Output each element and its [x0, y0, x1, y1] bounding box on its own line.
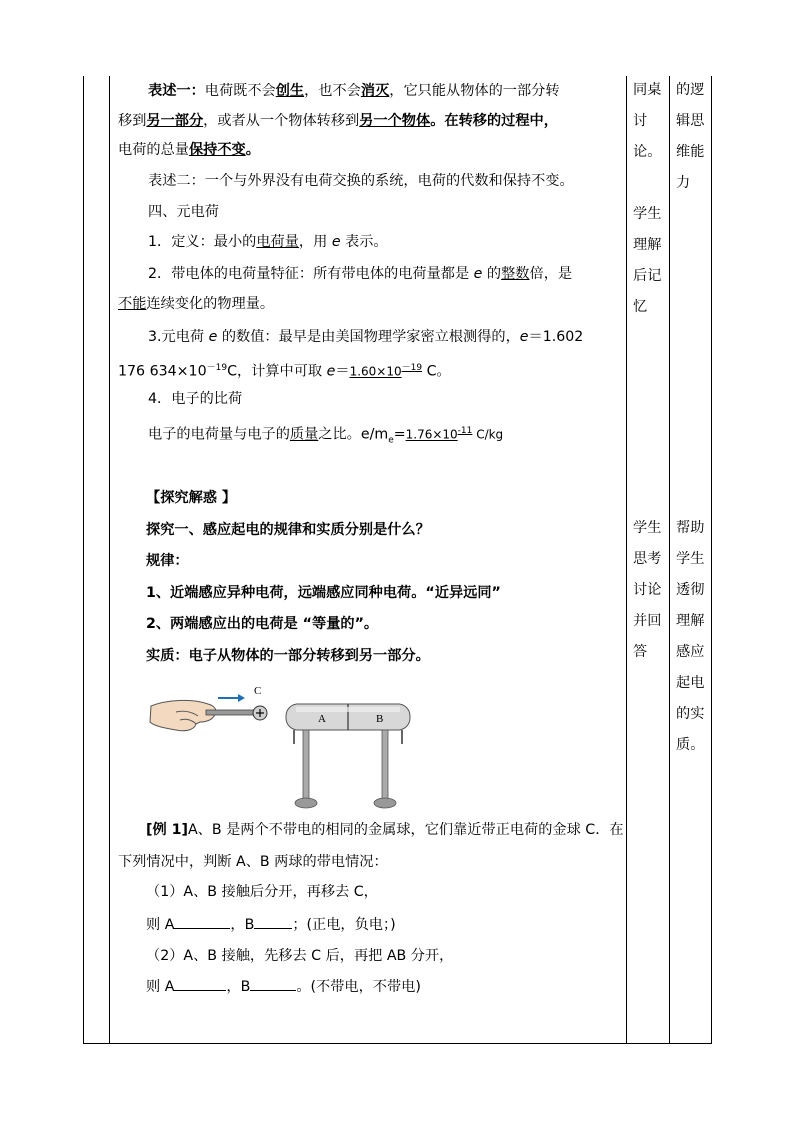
answer-blank[interactable]	[254, 914, 292, 929]
text: 电荷的总量	[118, 142, 189, 158]
cell-line: 讨	[633, 113, 648, 129]
text: 176 634×10	[118, 363, 207, 380]
text: ＝	[335, 363, 350, 380]
text: 3.元电荷	[148, 329, 209, 345]
label-c: C	[254, 686, 262, 697]
cell-line: 透彻	[676, 582, 705, 598]
answer-blank[interactable]	[174, 976, 226, 991]
table-border-col2	[626, 76, 627, 1044]
text: 。在转移的过程中，	[430, 113, 558, 129]
student-activity-1	[633, 75, 661, 323]
cell-line: 力	[676, 175, 691, 191]
text: ，用	[298, 234, 332, 250]
value: 1.76×10	[405, 427, 458, 442]
text: 电子的电荷量与电子的	[148, 426, 290, 443]
underlined-term: 另一个物体	[359, 113, 431, 129]
cell-line: 忆	[633, 299, 648, 315]
text: 则 A	[146, 979, 175, 995]
text: ，B	[226, 979, 251, 995]
value: 1.60×10	[349, 364, 402, 379]
text: ，也不会	[304, 83, 361, 99]
text: ；(正电，负电；)	[292, 917, 396, 933]
stand-right	[382, 730, 388, 800]
cell-line: 质。	[676, 737, 705, 753]
label-b: B	[376, 713, 384, 725]
text: ，或者从一个物体转移到	[203, 113, 360, 129]
table-border-col3	[669, 76, 670, 1044]
definition-2-line-1	[148, 264, 572, 284]
text: 的	[482, 266, 502, 282]
text: 移到	[118, 113, 147, 129]
induction-figure	[146, 686, 446, 811]
subscript: e	[388, 435, 394, 446]
cell-line: 感应	[676, 644, 705, 660]
text: ＝1.602	[528, 329, 584, 345]
cell-line: 帮助	[676, 520, 705, 536]
example-1-line-1	[146, 820, 624, 840]
unit: C/kg	[472, 427, 504, 442]
definition-1	[148, 232, 388, 252]
exponent: －19	[401, 363, 423, 373]
text: =	[393, 426, 406, 443]
cell-line: 的实	[676, 706, 705, 722]
rule-1: 1、近端感应异种电荷，远端感应同种电荷。“近异远同”	[146, 585, 501, 601]
cell-line: 起电	[676, 675, 705, 691]
symbol-e: e	[208, 329, 218, 345]
cell-line	[633, 168, 661, 199]
essence: 实质：电子从物体的一部分转移到另一部分。	[146, 648, 430, 664]
symbol-e: e	[473, 266, 483, 282]
table-border-col1	[109, 76, 110, 1044]
definition-2-line-2	[118, 294, 274, 314]
design-intent-1	[676, 75, 704, 199]
statement-1-line-1	[148, 81, 560, 101]
cell-line: 论。	[633, 144, 662, 160]
text: 倍，是	[529, 266, 573, 282]
statement-1-line-2	[118, 111, 558, 131]
text: 一个与外界没有电荷交换的系统，电荷的代数和保持不变。	[204, 173, 574, 189]
text: 。	[245, 142, 260, 158]
cell-line: 学生	[633, 520, 662, 536]
statement-1-label: 表述一：	[148, 83, 205, 99]
statement-1-line-3	[118, 140, 260, 160]
underlined-term: 整数	[501, 266, 530, 282]
section-4-heading: 四、元电荷	[148, 204, 219, 220]
text: 。(不带电，不带电)	[296, 979, 421, 995]
text: 连续变化的物理量。	[146, 296, 275, 312]
cell-line: 理解	[633, 237, 662, 253]
statement-2-label: 表述二：	[148, 173, 205, 189]
explore-title: 【探究解惑 】	[146, 490, 237, 506]
definition-4-text	[148, 421, 503, 451]
cell-line: 并回	[633, 613, 662, 629]
underlined-term: 电荷量	[256, 234, 299, 250]
text: A、B 是两个不带电的相同的金属球，它们靠近带正电荷的金球 C．在	[187, 822, 624, 838]
cell-line: 后记	[633, 268, 662, 284]
statement-2	[148, 171, 574, 191]
example-label: [例 1]	[146, 822, 188, 838]
cell-line: 理解	[676, 613, 705, 629]
cell-line: 思考	[633, 551, 662, 567]
table-border-right	[711, 76, 712, 1044]
table-border-bottom	[83, 1043, 711, 1044]
text: 的数值：最早是由美国物理学家密立根测得的，	[217, 329, 520, 345]
underlined-term: 质量	[289, 426, 319, 443]
example-1-line-2	[118, 852, 388, 872]
text: 下列情况中，判断 A、B 两球的带电情况：	[118, 854, 388, 870]
answer-blank[interactable]	[250, 976, 296, 991]
definition-4: 4．电子的比荷	[148, 391, 243, 407]
answer-blank[interactable]	[174, 914, 230, 929]
text: ，B	[230, 917, 255, 933]
cell-line: 学生	[676, 551, 705, 567]
example-answer-1	[146, 914, 396, 935]
text: ，它只能从物体的一部分转	[389, 83, 560, 99]
cell-line: 学生	[633, 206, 662, 222]
underlined-term: 另一部分	[146, 113, 204, 129]
exponent: -11	[457, 426, 473, 436]
rule-label: 规律：	[146, 553, 189, 569]
cell-line: 的逻	[676, 82, 705, 98]
example-answer-2	[146, 976, 421, 997]
cell-line: 辑思	[676, 113, 705, 129]
text: C，计算中可取	[227, 363, 327, 380]
underlined-term: 创生	[275, 83, 305, 99]
text: C。	[422, 363, 451, 380]
definition-3-line-2	[118, 358, 451, 382]
underlined-term: 保持不变	[188, 142, 246, 158]
symbol-e: e	[331, 234, 341, 250]
table-border-left	[83, 76, 84, 1044]
hand-icon	[150, 700, 216, 730]
insulating-rod	[206, 710, 256, 715]
definition-3-line-1	[148, 327, 583, 347]
symbol-e: e	[519, 329, 529, 345]
text: 1．定义：最小的	[148, 234, 257, 250]
text: 之比。e/m	[318, 426, 389, 443]
text: 电荷既不会	[204, 83, 276, 99]
explore-question-1: 探究一、感应起电的规律和实质分别是什么？	[146, 522, 430, 538]
exponent: －19	[206, 363, 228, 373]
stand-left	[303, 730, 309, 800]
cell-line: 答	[633, 644, 648, 660]
cell-line: 讨论	[633, 582, 662, 598]
text: 2．带电体的电荷量特征：所有带电体的电荷量都是	[148, 266, 474, 282]
rule-2: 2、两端感应出的电荷是 “等量的”。	[146, 616, 379, 632]
example-question-2: （2）A、B 接触，先移去 C 后，再把 AB 分开，	[146, 948, 454, 964]
design-intent-2	[676, 513, 704, 761]
student-activity-2	[633, 513, 661, 668]
label-a: A	[318, 713, 326, 725]
example-question-1: （1）A、B 接触后分开，再移去 C，	[146, 884, 378, 900]
underlined-term: 消灭	[360, 83, 390, 99]
cell-line: 同桌	[633, 82, 662, 98]
symbol-e: e	[326, 363, 336, 380]
text: 则 A	[146, 917, 175, 933]
cell-line: 维能	[676, 144, 705, 160]
text: 表示。	[340, 234, 388, 250]
underlined-term: 不能	[118, 296, 147, 312]
